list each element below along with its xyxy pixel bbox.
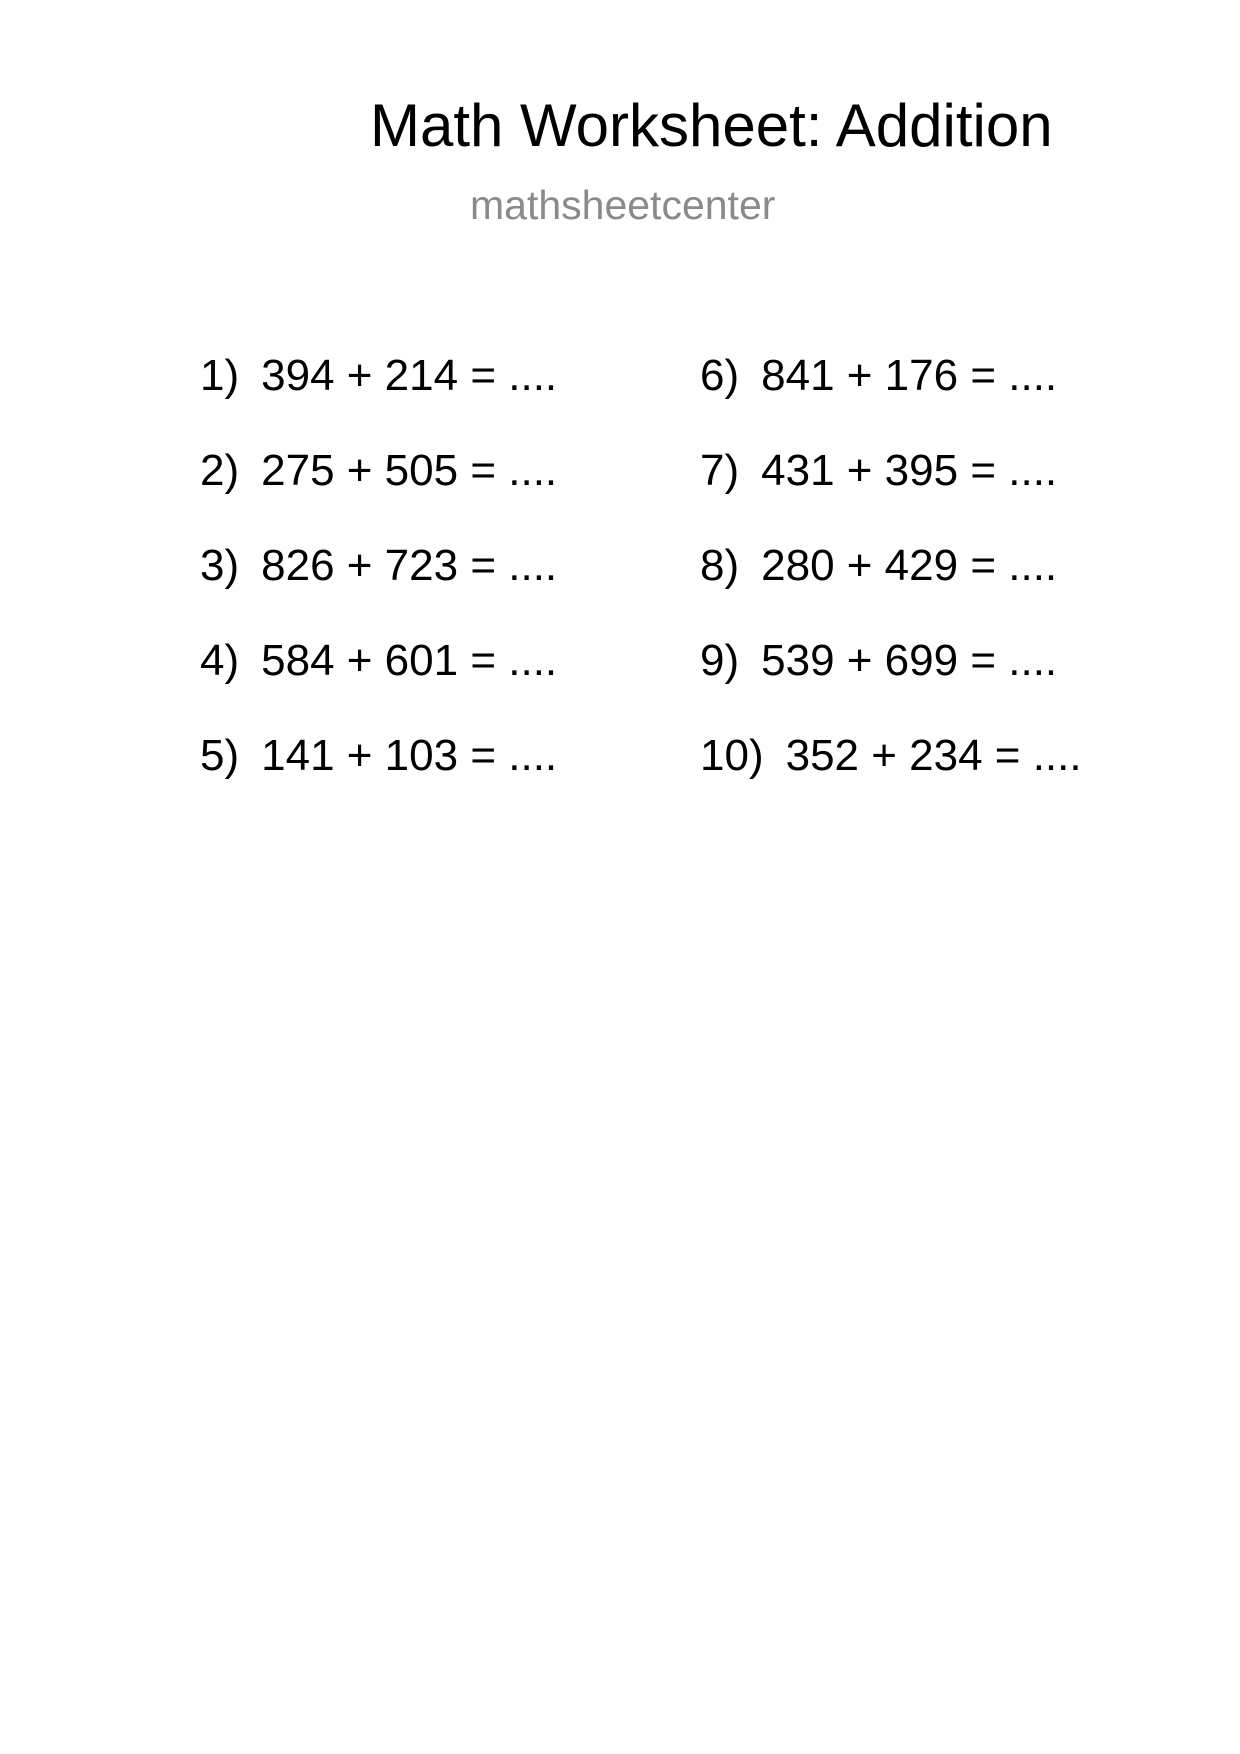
problem-item — [200, 731, 558, 780]
problem-expression: 539 + 699 = .... — [761, 636, 1058, 685]
problem-number: 8) — [700, 541, 740, 590]
problem-expression: 141 + 103 = .... — [261, 731, 558, 780]
page-subtitle: mathsheetcenter — [470, 182, 776, 228]
problem-expression: 275 + 505 = .... — [261, 446, 558, 495]
problem-item — [200, 351, 558, 400]
problem-number: 3) — [200, 541, 240, 590]
problem-number: 4) — [200, 636, 240, 685]
problem-number: 7) — [700, 446, 740, 495]
problem-number: 9) — [700, 636, 740, 685]
problem-item — [200, 446, 558, 495]
problem-expression: 584 + 601 = .... — [261, 636, 558, 685]
problem-expression: 394 + 214 = .... — [261, 351, 558, 400]
problem-expression: 841 + 176 = .... — [761, 351, 1058, 400]
problem-number: 10) — [700, 731, 764, 780]
page-title: Math Worksheet: Addition — [370, 92, 1053, 159]
problem-item — [700, 351, 1058, 400]
problem-number: 1) — [200, 351, 240, 400]
problem-item — [200, 541, 558, 590]
problem-number: 6) — [700, 351, 740, 400]
problem-item — [200, 636, 558, 685]
problem-item — [700, 541, 1058, 590]
problem-number: 5) — [200, 731, 240, 780]
problem-expression: 826 + 723 = .... — [261, 541, 558, 590]
problem-expression: 352 + 234 = .... — [785, 731, 1082, 780]
problem-item — [700, 446, 1058, 495]
problem-item — [700, 731, 1082, 780]
problem-expression: 431 + 395 = .... — [761, 446, 1058, 495]
problem-item — [700, 636, 1058, 685]
problem-expression: 280 + 429 = .... — [761, 541, 1058, 590]
problem-number: 2) — [200, 446, 240, 495]
